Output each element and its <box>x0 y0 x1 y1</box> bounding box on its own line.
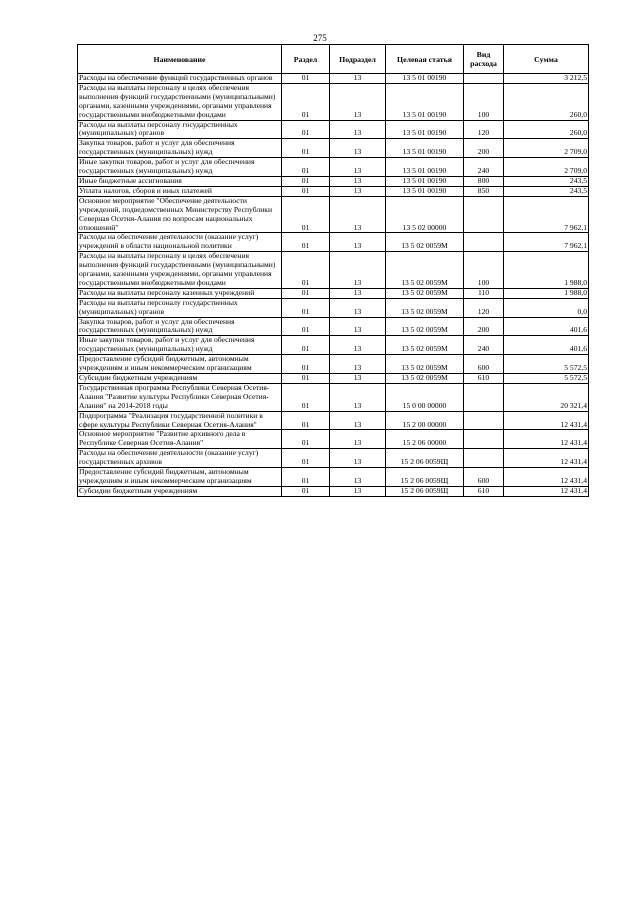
row-section-cell: 01 <box>282 411 330 430</box>
table-row <box>78 196 589 233</box>
table-row <box>78 468 589 487</box>
row-type-cell <box>464 196 504 233</box>
row-sum-cell: 2 709,0 <box>504 139 589 158</box>
row-type-cell <box>464 449 504 468</box>
row-name-cell: Государственная программа Республики Северная Осетия-Алания "Развитие культуры Республики Северная Осетия-Алания" на 2014-2018 годы <box>78 383 282 411</box>
row-section-cell: 01 <box>282 288 330 298</box>
row-name-cell: Расходы на обеспечение деятельности (оказание услуг) государственных архивов <box>78 449 282 468</box>
budget-table <box>77 44 589 497</box>
row-subsection-cell: 13 <box>330 288 386 298</box>
table-row <box>78 374 589 384</box>
row-target-cell: 13 5 02 0059М <box>386 374 464 384</box>
row-section-cell: 01 <box>282 486 330 496</box>
table-row <box>78 355 589 374</box>
row-name-cell: Расходы на выплаты персоналу в целях обеспечения выполнения функций государственными (муниципальными) органами, казенными учреждениями, органами управления государственными внебюджетными фондами <box>78 83 282 120</box>
row-section-cell: 01 <box>282 139 330 158</box>
row-target-cell: 13 5 02 0059М <box>386 288 464 298</box>
row-section-cell: 01 <box>282 449 330 468</box>
row-section-cell: 01 <box>282 120 330 139</box>
row-type-cell: 600 <box>464 468 504 487</box>
row-section-cell: 01 <box>282 298 330 317</box>
row-type-cell: 600 <box>464 355 504 374</box>
header-target: Целевая статья <box>386 45 464 74</box>
row-sum-cell: 1 988,0 <box>504 252 589 289</box>
row-type-cell <box>464 383 504 411</box>
table-row <box>78 336 589 355</box>
row-type-cell <box>464 74 504 84</box>
row-subsection-cell: 13 <box>330 74 386 84</box>
row-sum-cell: 7 962,1 <box>504 196 589 233</box>
table-row <box>78 430 589 449</box>
row-section-cell: 01 <box>282 468 330 487</box>
table-row <box>78 317 589 336</box>
row-name-cell: Иные закупки товаров, работ и услуг для обеспечения государственных (муниципальных) нужд <box>78 158 282 177</box>
row-sum-cell: 12 431,4 <box>504 411 589 430</box>
row-section-cell: 01 <box>282 83 330 120</box>
row-subsection-cell: 13 <box>330 486 386 496</box>
row-type-cell <box>464 430 504 449</box>
row-target-cell: 15 2 06 0059Щ <box>386 468 464 487</box>
row-type-cell: 610 <box>464 374 504 384</box>
row-section-cell: 01 <box>282 176 330 186</box>
row-sum-cell: 260,0 <box>504 83 589 120</box>
row-name-cell: Расходы на выплаты персоналу казенных учреждений <box>78 288 282 298</box>
row-type-cell: 200 <box>464 139 504 158</box>
table-row <box>78 486 589 496</box>
row-sum-cell: 12 431,4 <box>504 486 589 496</box>
row-sum-cell: 5 572,5 <box>504 355 589 374</box>
row-section-cell: 01 <box>282 317 330 336</box>
row-section-cell: 01 <box>282 374 330 384</box>
row-subsection-cell: 13 <box>330 383 386 411</box>
table-header-row <box>78 45 589 74</box>
table-row <box>78 449 589 468</box>
row-subsection-cell: 13 <box>330 411 386 430</box>
row-type-cell: 100 <box>464 83 504 120</box>
row-name-cell: Основное мероприятие "Обеспечение деятельности учреждений, подведомственных Министерству Республики Северная Осетия-Алания по вопросам национальных отношений" <box>78 196 282 233</box>
row-subsection-cell: 13 <box>330 355 386 374</box>
row-sum-cell: 243,5 <box>504 186 589 196</box>
row-section-cell: 01 <box>282 186 330 196</box>
row-sum-cell: 0,0 <box>504 298 589 317</box>
row-name-cell: Иные бюджетные ассигнования <box>78 176 282 186</box>
row-target-cell: 13 5 01 00190 <box>386 139 464 158</box>
row-subsection-cell: 13 <box>330 83 386 120</box>
row-target-cell: 13 5 01 00190 <box>386 158 464 177</box>
row-sum-cell: 260,0 <box>504 120 589 139</box>
row-type-cell: 240 <box>464 158 504 177</box>
row-type-cell: 100 <box>464 252 504 289</box>
row-type-cell <box>464 411 504 430</box>
table-row <box>78 74 589 84</box>
row-type-cell: 850 <box>464 186 504 196</box>
table-row <box>78 298 589 317</box>
row-type-cell: 200 <box>464 317 504 336</box>
page-number: 275 <box>313 33 327 43</box>
table-row <box>78 233 589 252</box>
row-subsection-cell: 13 <box>330 139 386 158</box>
row-name-cell: Субсидии бюджетным учреждениям <box>78 486 282 496</box>
row-name-cell: Уплата налогов, сборов и иных платежей <box>78 186 282 196</box>
row-target-cell: 13 5 02 0059М <box>386 336 464 355</box>
row-sum-cell: 243,5 <box>504 176 589 186</box>
row-subsection-cell: 13 <box>330 336 386 355</box>
header-section: Раздел <box>282 45 330 74</box>
row-sum-cell: 5 572,5 <box>504 374 589 384</box>
row-sum-cell: 12 431,4 <box>504 449 589 468</box>
row-type-cell: 800 <box>464 176 504 186</box>
row-target-cell: 13 5 02 0059М <box>386 355 464 374</box>
row-subsection-cell: 13 <box>330 317 386 336</box>
row-target-cell: 15 2 06 00000 <box>386 430 464 449</box>
row-name-cell: Расходы на выплаты персоналу в целях обеспечения выполнения функций государственными (муниципальными) органами, казенными учреждениями, органами управления государственными внебюджетными фондами <box>78 252 282 289</box>
row-target-cell: 13 5 02 0059М <box>386 233 464 252</box>
row-target-cell: 13 5 02 0059М <box>386 298 464 317</box>
row-sum-cell: 1 988,0 <box>504 288 589 298</box>
table-row <box>78 288 589 298</box>
row-subsection-cell: 13 <box>330 233 386 252</box>
row-section-cell: 01 <box>282 336 330 355</box>
header-subsection: Подраздел <box>330 45 386 74</box>
table-row <box>78 139 589 158</box>
row-target-cell: 13 5 02 0059М <box>386 252 464 289</box>
row-type-cell: 120 <box>464 120 504 139</box>
table-row <box>78 83 589 120</box>
row-name-cell: Расходы на выплаты персоналу государственных (муниципальных) органов <box>78 298 282 317</box>
row-type-cell: 120 <box>464 298 504 317</box>
row-type-cell: 240 <box>464 336 504 355</box>
row-subsection-cell: 13 <box>330 468 386 487</box>
row-section-cell: 01 <box>282 252 330 289</box>
row-target-cell: 13 5 01 00190 <box>386 176 464 186</box>
row-name-cell: Закупка товаров, работ и услуг для обеспечения государственных (муниципальных) нужд <box>78 139 282 158</box>
row-subsection-cell: 13 <box>330 430 386 449</box>
row-section-cell: 01 <box>282 430 330 449</box>
row-name-cell: Закупка товаров, работ и услуг для обеспечения государственных (муниципальных) нужд <box>78 317 282 336</box>
row-subsection-cell: 13 <box>330 298 386 317</box>
row-target-cell: 15 2 06 0059Щ <box>386 486 464 496</box>
row-section-cell: 01 <box>282 196 330 233</box>
row-target-cell: 13 5 01 00190 <box>386 74 464 84</box>
row-name-cell: Подпрограмма "Реализация государственной политики в сфере культуры Республики Северная Осетия-Алания" <box>78 411 282 430</box>
row-target-cell: 13 5 02 00000 <box>386 196 464 233</box>
row-sum-cell: 401,6 <box>504 336 589 355</box>
row-sum-cell: 7 962,1 <box>504 233 589 252</box>
table-row <box>78 383 589 411</box>
row-section-cell: 01 <box>282 74 330 84</box>
table-row <box>78 186 589 196</box>
row-sum-cell: 3 212,5 <box>504 74 589 84</box>
row-sum-cell: 20 321,4 <box>504 383 589 411</box>
row-target-cell: 15 2 00 00000 <box>386 411 464 430</box>
row-target-cell: 15 2 06 0059Щ <box>386 449 464 468</box>
row-sum-cell: 401,6 <box>504 317 589 336</box>
row-subsection-cell: 13 <box>330 374 386 384</box>
row-sum-cell: 12 431,4 <box>504 430 589 449</box>
row-name-cell: Иные закупки товаров, работ и услуг для обеспечения государственных (муниципальных) нужд <box>78 336 282 355</box>
row-target-cell: 15 0 00 00000 <box>386 383 464 411</box>
header-type: Вид расхода <box>464 45 504 74</box>
row-target-cell: 13 5 02 0059М <box>386 317 464 336</box>
row-subsection-cell: 13 <box>330 186 386 196</box>
row-name-cell: Расходы на выплаты персоналу государственных (муниципальных) органов <box>78 120 282 139</box>
row-subsection-cell: 13 <box>330 196 386 233</box>
header-sum: Сумма <box>504 45 589 74</box>
row-section-cell: 01 <box>282 233 330 252</box>
row-name-cell: Субсидии бюджетным учреждениям <box>78 374 282 384</box>
row-target-cell: 13 5 01 00190 <box>386 186 464 196</box>
row-sum-cell: 2 709,0 <box>504 158 589 177</box>
header-name: Наименование <box>78 45 282 74</box>
row-subsection-cell: 13 <box>330 120 386 139</box>
row-subsection-cell: 13 <box>330 176 386 186</box>
row-section-cell: 01 <box>282 158 330 177</box>
row-subsection-cell: 13 <box>330 158 386 177</box>
row-type-cell <box>464 233 504 252</box>
table-row <box>78 176 589 186</box>
row-sum-cell: 12 431,4 <box>504 468 589 487</box>
row-name-cell: Расходы на обеспечение функций государственных органов <box>78 74 282 84</box>
row-name-cell: Основное мероприятие "Развитие архивного дела в Республике Северная Осетия-Алания" <box>78 430 282 449</box>
table-row <box>78 411 589 430</box>
table-row <box>78 158 589 177</box>
row-type-cell: 110 <box>464 288 504 298</box>
row-type-cell: 610 <box>464 486 504 496</box>
table-row <box>78 252 589 289</box>
table-body <box>78 74 589 497</box>
row-name-cell: Предоставление субсидий бюджетным, автономным учреждениям и иным некоммерческим организациям <box>78 468 282 487</box>
row-section-cell: 01 <box>282 355 330 374</box>
row-name-cell: Предоставление субсидий бюджетным, автономным учреждениям и иным некоммерческим организациям <box>78 355 282 374</box>
row-subsection-cell: 13 <box>330 449 386 468</box>
row-section-cell: 01 <box>282 383 330 411</box>
row-name-cell: Расходы на обеспечение деятельности (оказание услуг) учреждений в области национальной политики <box>78 233 282 252</box>
row-target-cell: 13 5 01 00190 <box>386 83 464 120</box>
row-target-cell: 13 5 01 00190 <box>386 120 464 139</box>
row-subsection-cell: 13 <box>330 252 386 289</box>
table-row <box>78 120 589 139</box>
